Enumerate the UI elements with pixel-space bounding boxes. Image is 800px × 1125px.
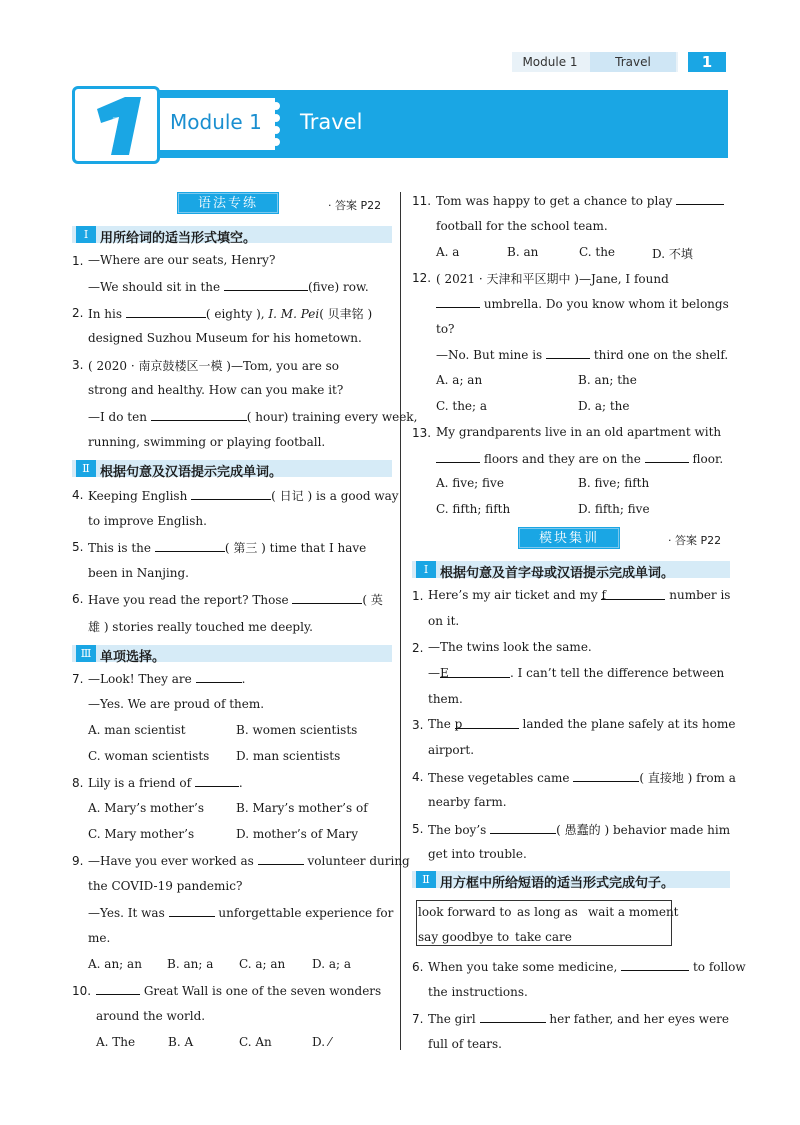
answer-blank[interactable] xyxy=(573,770,639,782)
option-a[interactable]: A. man scientist xyxy=(88,723,186,737)
q-text-part: third one on the shelf. xyxy=(593,348,729,362)
q-text: the COVID-19 pandemic? xyxy=(88,879,243,893)
q-text: to improve English. xyxy=(88,514,207,528)
q-text-part: Here’s my air ticket and my xyxy=(428,588,598,602)
q-text-part: umbrella. Do you know whom it belongs xyxy=(483,297,729,311)
q-text: 雄 ) stories really touched me deeply. xyxy=(88,620,313,634)
q-text-part: her father, and her eyes were xyxy=(549,1012,730,1026)
q-number: 7. xyxy=(72,672,84,686)
option-d[interactable]: D. man scientists xyxy=(236,749,341,763)
q-text xyxy=(88,905,393,920)
q-text xyxy=(88,305,372,322)
q-number: 11. xyxy=(412,194,432,208)
q-text-part: . xyxy=(241,672,246,686)
q-text-part: ( 贝聿铭 ) xyxy=(319,307,373,321)
q-text xyxy=(88,853,410,868)
q-text-part: number is xyxy=(669,588,731,602)
option-b[interactable]: B. A xyxy=(168,1035,194,1049)
q-text-part: —No. But mine is xyxy=(436,348,543,362)
q-text: —Where are our seats, Henry? xyxy=(88,253,276,267)
grammar-practice-tag: 语法专练 xyxy=(178,193,278,213)
q-text xyxy=(428,1011,729,1026)
option-d[interactable]: D. a; a xyxy=(312,957,351,971)
q-number: 5. xyxy=(412,822,424,836)
column-divider xyxy=(400,192,401,1050)
answer-blank[interactable] xyxy=(169,905,215,917)
q-text-part: (five) row. xyxy=(307,280,369,294)
q-text xyxy=(428,821,730,838)
answer-blank[interactable] xyxy=(292,592,362,604)
q-text xyxy=(436,296,729,311)
q-text-part: Have you read the report? Those xyxy=(88,593,289,607)
q-text-part: ( 愚蠢的 ) behavior made him xyxy=(556,823,731,837)
answer-blank[interactable] xyxy=(601,588,665,600)
answer-blank[interactable] xyxy=(151,409,247,421)
q-number: 2. xyxy=(412,641,424,655)
section-number: Ⅰ xyxy=(76,226,96,243)
q-text: around the world. xyxy=(96,1009,206,1023)
header-module: Module 1 xyxy=(522,55,578,69)
page-number: 1 xyxy=(688,52,726,72)
q-text-part: ( 第三 ) time that I have xyxy=(224,541,367,555)
module-number-badge xyxy=(72,86,160,164)
section-title: 用所给词的适当形式填空。 xyxy=(100,231,257,246)
q-text-part: landed the plane safely at its home xyxy=(522,717,736,731)
q-text-part: volunteer during xyxy=(307,854,410,868)
option-c[interactable]: C. the xyxy=(579,245,616,259)
q-text-part: ( 英 xyxy=(362,593,383,607)
phrase-item: say goodbye to xyxy=(418,930,510,944)
q-number: 10. xyxy=(72,984,92,998)
option-d[interactable]: D. mother’s of Mary xyxy=(236,827,359,841)
q-text: My grandparents live in an old apartment with xyxy=(436,425,722,439)
q-text xyxy=(88,487,399,504)
q-text-part: —We should sit in the xyxy=(88,280,221,294)
q-text-part: The xyxy=(428,717,451,731)
option-d[interactable]: D. a; the xyxy=(578,399,630,413)
hint-letter: f xyxy=(601,588,606,602)
q-text-part: Keeping English xyxy=(88,489,188,503)
q-number: 2. xyxy=(72,306,84,320)
option-c[interactable]: C. woman scientists xyxy=(88,749,210,763)
option-b[interactable]: B. five; fifth xyxy=(578,476,650,490)
hint-letter: p xyxy=(454,717,463,731)
q-text: the instructions. xyxy=(428,985,528,999)
q-text xyxy=(96,983,381,998)
option-b[interactable]: B. Mary’s mother’s of xyxy=(236,801,368,815)
q-text-part: In his xyxy=(88,307,123,321)
q-number: 6. xyxy=(72,592,84,606)
answer-blank[interactable] xyxy=(258,853,304,865)
q-number: 1. xyxy=(412,589,424,603)
q-text-part: unforgettable experience for xyxy=(218,906,394,920)
q-text-part: ( 日记 ) is a good way xyxy=(271,489,399,503)
answer-blank[interactable] xyxy=(676,193,724,205)
option-a[interactable]: A. a; an xyxy=(436,373,483,387)
answer-blank[interactable] xyxy=(440,666,510,678)
q-text: airport. xyxy=(428,743,475,757)
answer-blank[interactable] xyxy=(621,959,689,971)
section-title: 根据句意及首字母或汉语提示完成单词。 xyxy=(440,566,675,581)
answer-blank[interactable] xyxy=(96,983,140,995)
q-text xyxy=(436,451,723,466)
option-a[interactable]: A. a xyxy=(436,245,460,259)
module-number-icon xyxy=(75,89,157,161)
q-text-part: I. M. Pei xyxy=(268,307,320,321)
answer-blank[interactable] xyxy=(455,717,519,729)
option-d[interactable]: D. ⁄ xyxy=(312,1035,331,1049)
q-text-part: floors and they are on the xyxy=(483,452,641,466)
q-text xyxy=(428,588,730,602)
answer-blank[interactable] xyxy=(480,1011,546,1023)
section-number: Ⅱ xyxy=(416,871,436,888)
section-title: 单项选择。 xyxy=(100,650,166,665)
q-text: get into trouble. xyxy=(428,847,527,861)
banner-title: Travel xyxy=(300,110,363,134)
q-text: designed Suzhou Museum for his hometown. xyxy=(88,331,362,345)
answer-blank[interactable] xyxy=(155,540,225,552)
answer-blank[interactable] xyxy=(195,775,239,787)
answer-blank[interactable] xyxy=(191,488,271,500)
q-text-part: — xyxy=(428,666,440,680)
answer-blank[interactable] xyxy=(546,347,590,359)
answer-blank[interactable] xyxy=(126,306,206,318)
option-c[interactable]: C. a; an xyxy=(239,957,286,971)
q-text-part: The boy’s xyxy=(428,823,487,837)
q-text xyxy=(88,775,243,790)
q-number: 4. xyxy=(72,488,84,502)
option-a[interactable]: A. Mary’s mother’s xyxy=(88,801,205,815)
q-number: 12. xyxy=(412,271,432,285)
option-c[interactable]: C. the; a xyxy=(436,399,488,413)
q-text-part: This is the xyxy=(88,541,152,555)
q-text xyxy=(428,769,736,786)
option-b[interactable]: B. an xyxy=(507,245,539,259)
phrase-item: as long as xyxy=(517,905,578,919)
option-b[interactable]: B. an; the xyxy=(578,373,637,387)
option-a[interactable]: A. five; five xyxy=(436,476,504,490)
q-text-part: When you take some medicine, xyxy=(428,960,618,974)
q-text-part: . I can’t tell the difference between xyxy=(510,666,725,680)
section-number: Ⅱ xyxy=(76,460,96,477)
section-title: 根据句意及汉语提示完成单词。 xyxy=(100,465,283,480)
q-text xyxy=(88,671,245,686)
option-c[interactable]: C. An xyxy=(239,1035,272,1049)
q-number: 13. xyxy=(412,426,432,440)
q-text: ( 2021 · 天津和平区期中 )—Jane, I found xyxy=(436,272,669,286)
q-text: them. xyxy=(428,692,463,706)
answer-ref: · 答案 P22 xyxy=(668,534,722,547)
q-text: on it. xyxy=(428,614,460,628)
option-d[interactable]: D. 不填 xyxy=(652,247,693,261)
q-text xyxy=(88,591,383,608)
q-text xyxy=(428,959,746,974)
q-text xyxy=(428,666,724,680)
q-text-part: to follow xyxy=(692,960,746,974)
option-c[interactable]: C. fifth; fifth xyxy=(436,502,511,516)
answer-blank[interactable] xyxy=(196,671,242,683)
option-b[interactable]: B. an; a xyxy=(167,957,214,971)
q-number: 9. xyxy=(72,854,84,868)
q-text-part: floor. xyxy=(692,452,724,466)
answer-ref: · 答案 P22 xyxy=(328,199,382,212)
q-text: strong and healthy. How can you make it? xyxy=(88,383,344,397)
q-text: ( 2020 · 南京鼓楼区一模 )—Tom, you are so xyxy=(88,359,340,373)
q-text xyxy=(88,279,369,294)
answer-blank[interactable] xyxy=(490,822,556,834)
option-c[interactable]: C. Mary mother’s xyxy=(88,827,195,841)
q-text xyxy=(436,193,724,208)
q-number: 3. xyxy=(72,358,84,372)
module-training-tag: 模块集训 xyxy=(519,528,619,548)
q-text: full of tears. xyxy=(428,1037,502,1051)
q-text-part: —Have you ever worked as xyxy=(88,854,254,868)
q-text: me. xyxy=(88,931,111,945)
answer-blank[interactable] xyxy=(645,451,689,463)
phrase-box xyxy=(416,900,679,946)
q-number: 3. xyxy=(412,718,424,732)
option-a[interactable]: A. The xyxy=(96,1035,136,1049)
q-number: 6. xyxy=(412,960,424,974)
q-text-part: ( hour) training every week, xyxy=(246,410,418,424)
q-text: nearby farm. xyxy=(428,795,507,809)
answer-blank[interactable] xyxy=(224,279,308,291)
option-b[interactable]: B. women scientists xyxy=(236,723,358,737)
q-text-part: —Yes. It was xyxy=(88,906,165,920)
q-text: —Yes. We are proud of them. xyxy=(88,697,265,711)
q-text: been in Nanjing. xyxy=(88,566,189,580)
q-number: 7. xyxy=(412,1012,424,1026)
header-topic: Travel xyxy=(590,52,676,72)
q-text xyxy=(436,347,728,362)
section-number: Ⅰ xyxy=(416,561,436,578)
answer-blank[interactable] xyxy=(436,451,480,463)
q-number: 5. xyxy=(72,540,84,554)
q-number: 1. xyxy=(72,254,84,268)
q-text-part: Lily is a friend of xyxy=(88,776,192,790)
q-text-part: Great Wall is one of the seven wonders xyxy=(143,984,382,998)
option-d[interactable]: D. fifth; five xyxy=(578,502,650,516)
q-text-part: The girl xyxy=(428,1012,476,1026)
q-text-part: . xyxy=(238,776,243,790)
q-text: running, swimming or playing football. xyxy=(88,435,326,449)
q-number: 8. xyxy=(72,776,84,790)
banner-module-label: Module 1 xyxy=(170,110,262,134)
q-text xyxy=(88,539,366,556)
section-number: Ⅲ xyxy=(76,645,96,662)
hint-letter: E xyxy=(440,666,449,680)
q-number: 4. xyxy=(412,770,424,784)
q-text xyxy=(428,717,735,731)
option-a[interactable]: A. an; an xyxy=(88,957,142,971)
q-text-part: —I do ten xyxy=(88,410,147,424)
phrase-item: wait a moment xyxy=(588,905,679,919)
banner-ticket-notch xyxy=(270,98,290,150)
q-text-part: —Look! They are xyxy=(88,672,192,686)
q-text xyxy=(88,409,417,424)
q-text: —The twins look the same. xyxy=(428,640,592,654)
q-text-part: Tom was happy to get a chance to play xyxy=(436,194,673,208)
q-text: football for the school team. xyxy=(436,219,608,233)
q-text-part: ( eighty ), xyxy=(205,307,269,321)
phrase-item: look forward to xyxy=(418,905,512,919)
q-text: to? xyxy=(436,322,455,336)
answer-blank[interactable] xyxy=(436,296,480,308)
q-text-part: ( 直接地 ) from a xyxy=(639,771,736,785)
phrase-item: take care xyxy=(515,930,572,944)
section-title: 用方框中所给短语的适当形式完成句子。 xyxy=(440,876,675,891)
q-text-part: These vegetables came xyxy=(428,771,570,785)
